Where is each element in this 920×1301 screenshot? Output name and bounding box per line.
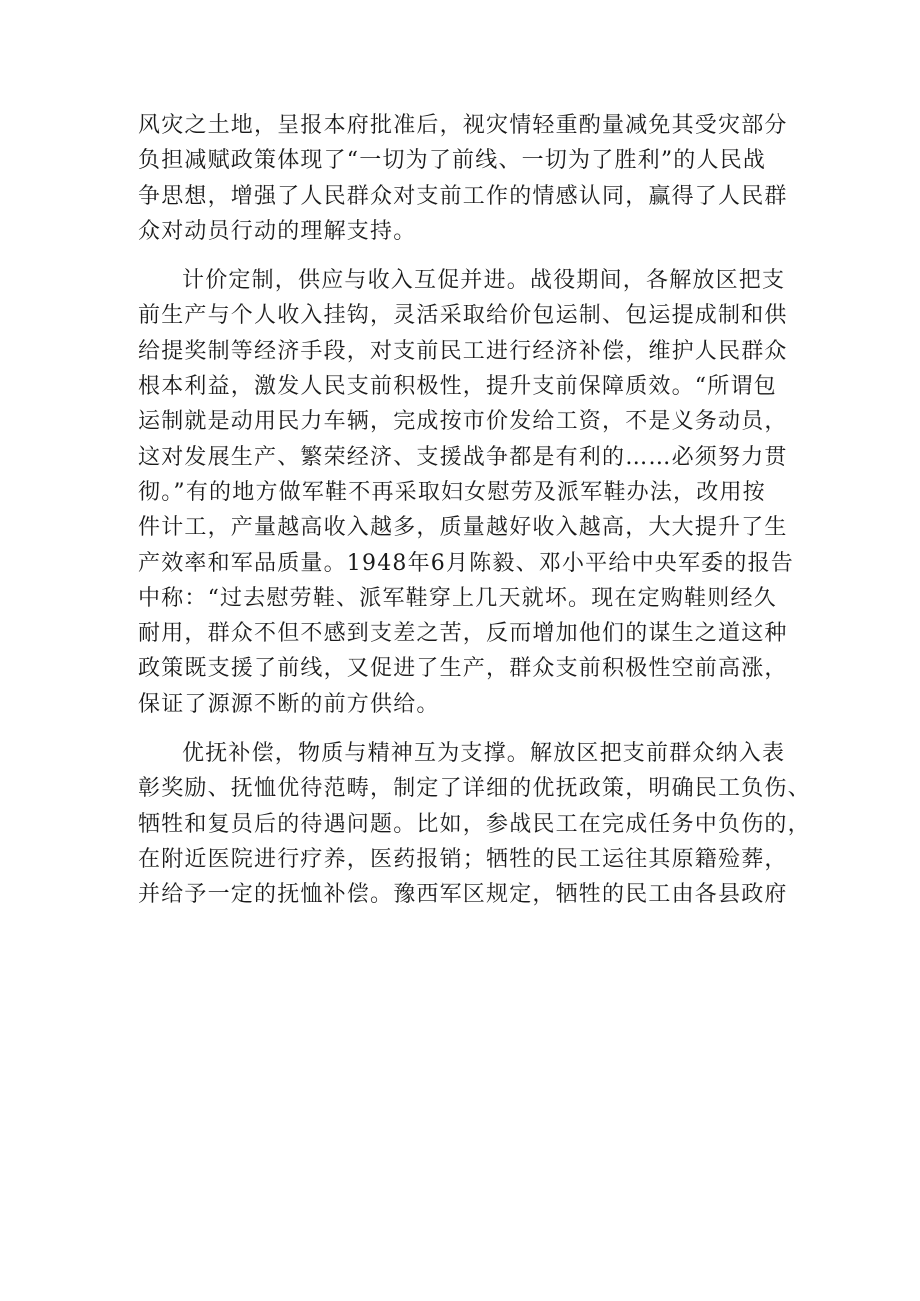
text-line: 计价定制，供应与收入互促并进。战役期间，各解放区把支 [182,268,786,294]
text-line: 牺牲和复员后的待遇问题。比如，参战民工在完成任务中负伤的， [138,811,811,837]
text-line: 争思想，增强了人民群众对支前工作的情感认同，赢得了人民群 [138,183,788,209]
document-body [138,108,811,913]
text-line: 耐用，群众不但不感到支差之苦，反而增加他们的谋生之道这种 [138,621,788,647]
paragraph-spacer [138,722,788,736]
text-line: 件计工，产量越高收入越多，质量越好收入越高，大大提升了生 [138,515,788,541]
text-line: 风灾之土地，呈报本府批准后，视灾情轻重酌量减免其受灾部分 [138,113,788,138]
text-line: 中称：“过去慰劳鞋、派军鞋穿上几天就坏。现在定购鞋则经久 [138,585,777,611]
text-line: 优抚补偿，物质与精神互为支撑。解放区把支前群众纳入表 [182,741,786,767]
text-line: 产效率和军品质量。1948年6月陈毅、邓小平给中央军委的报告 [138,550,794,576]
text-line: 负担减赋政策体现了“一切为了前线、一切为了胜利”的人民战 [138,148,767,174]
paragraph-1 [138,108,788,249]
text-line: 给提奖制等经济手段，对支前民工进行经济补偿，维护人民群众 [138,338,788,364]
text-line: 众对动员行动的理解支持。 [138,218,417,244]
text-line: 这对发展生产、繁荣经济、支援战争都是有利的……必须努力贯 [138,444,788,470]
text-line: 前生产与个人收入挂钩，灵活采取给价包运制、包运提成制和供 [138,303,788,329]
text-line: 彻。”有的地方做军鞋不再采取妇女慰劳及派军鞋办法，改用按 [138,479,766,505]
text-line: 并给予一定的抚恤补偿。豫西军区规定，牺牲的民工由各县政府 [138,882,788,908]
text-line: 政策既支援了前线，又促进了生产，群众支前积极性空前高涨， [138,656,788,682]
text-line: 运制就是动用民力车辆，完成按市价发给工资，不是义务动员， [138,409,788,435]
paragraph-3 [138,736,811,912]
text-line: 在附近医院进行疗养，医药报销；牺牲的民工运往其原籍殓葬， [138,846,788,872]
text-line: 根本利益，激发人民支前积极性，提升支前保障质效。“所谓包 [138,374,777,400]
text-line: 保证了源源不断的前方供给。 [138,691,440,717]
paragraph-spacer [138,249,788,263]
text-line: 彰奖励、抚恤优待范畴，制定了详细的优抚政策，明确民工负伤、 [138,776,811,802]
paragraph-2 [138,263,794,722]
